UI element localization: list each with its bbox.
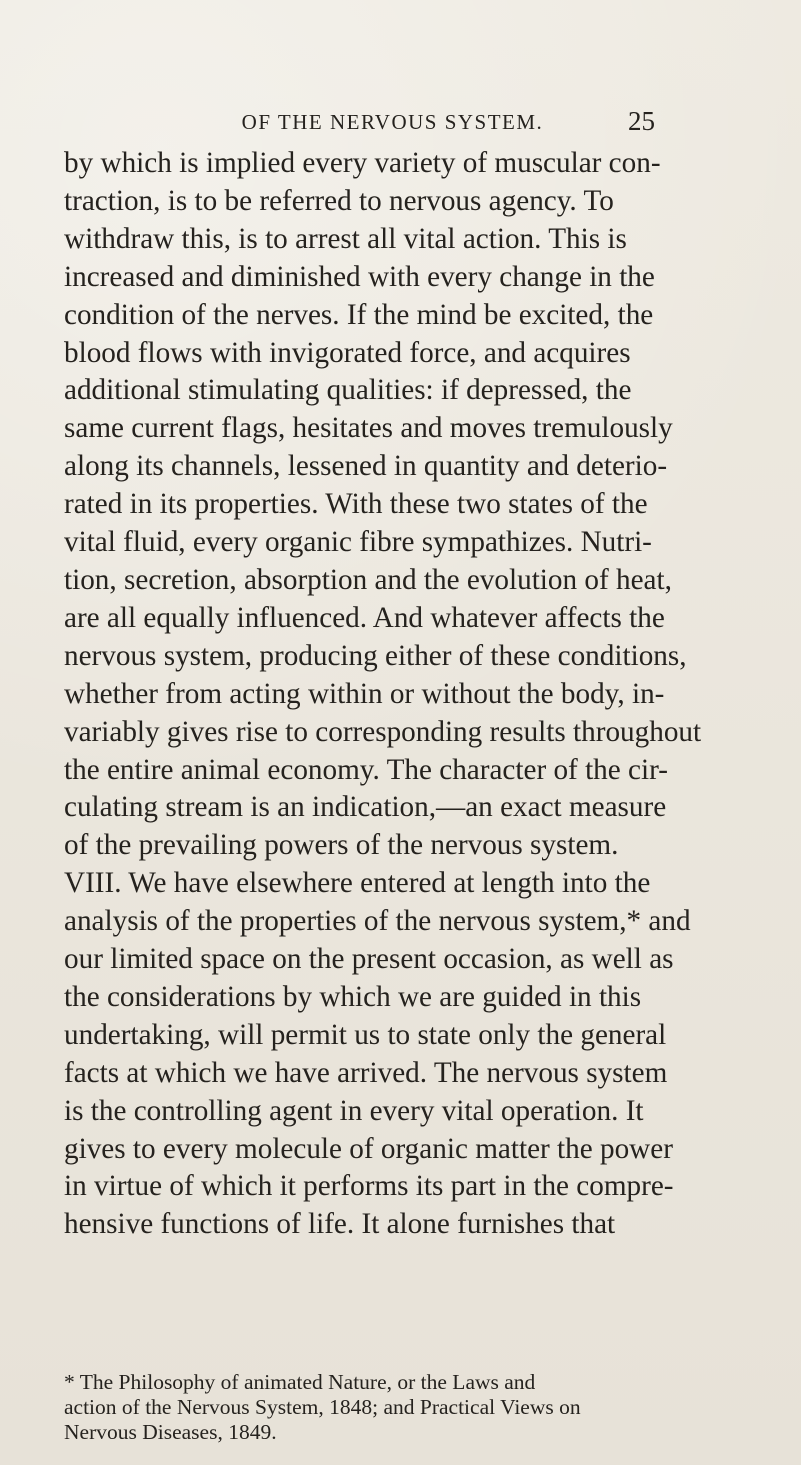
text-line: condition of the nerves. If the mind be excited, the — [64, 298, 654, 331]
text-line: whether from acting within or without the body, in- — [64, 677, 665, 710]
text-line: tion, secretion, absorption and the evolution of heat, — [64, 563, 672, 596]
text-line: increased and diminished with every change in the — [64, 260, 655, 293]
text-line: blood flows with invigorated force, and acquires — [64, 336, 631, 369]
text-line: withdraw this, is to arrest all vital action. This is — [64, 222, 627, 255]
footnote-line: Nervous Diseases, 1849. — [64, 1420, 277, 1444]
page-number: 25 — [628, 106, 655, 136]
text-line: nervous system, producing either of these conditions, — [64, 639, 687, 672]
text-line: our limited space on the present occasion, as well as — [64, 943, 674, 976]
text-line: gives to every molecule of organic matter the power — [64, 1132, 673, 1165]
text-line: is the controlling agent in every vital operation. It — [64, 1094, 644, 1127]
text-line: hensive functions of life. It alone furnishes that — [64, 1208, 616, 1241]
text-line: are all equally influenced. And whatever affects the — [64, 601, 665, 634]
text-line: same current flags, hesitates and moves tremulously — [64, 412, 673, 445]
text-line: analysis of the properties of the nervous system,* and — [64, 905, 691, 938]
text-line: the considerations by which we are guided in this — [64, 980, 642, 1013]
text-line: variably gives rise to corresponding results throughout — [64, 715, 702, 748]
text-line: rated in its properties. With these two states of the — [64, 488, 648, 521]
text-line: undertaking, will permit us to state only the general — [64, 1018, 667, 1051]
footnote-line: action of the Nervous System, 1848; and Practical Views on — [64, 1395, 581, 1419]
text-line: traction, is to be referred to nervous agency. To — [64, 184, 614, 217]
text-line: by which is implied every variety of muscular con- — [64, 147, 661, 179]
running-title: OF THE NERVOUS SYSTEM. — [241, 110, 544, 134]
body-text — [64, 145, 740, 1244]
footnote-line: * The Philosophy of animated Nature, or the Laws and — [64, 1370, 536, 1394]
text-line: facts at which we have arrived. The nervous system — [64, 1056, 668, 1089]
footnote — [64, 1370, 740, 1445]
text-line: along its channels, lessened in quantity and deterio- — [64, 450, 668, 483]
text-line: culating stream is an indication,—an exact measure — [64, 791, 667, 824]
text-line: of the prevailing powers of the nervous system. — [64, 829, 619, 862]
section-viii-first-line: VIII. We have elsewhere entered at length into the — [64, 867, 651, 900]
text-line: additional stimulating qualities: if depressed, the — [64, 374, 632, 407]
text-line: in virtue of which it performs its part in the compre- — [64, 1170, 674, 1203]
text-line: the entire animal economy. The character of the cir- — [64, 753, 668, 786]
text-line: vital fluid, every organic fibre sympathizes. Nutri- — [64, 526, 652, 559]
running-head — [0, 106, 801, 136]
